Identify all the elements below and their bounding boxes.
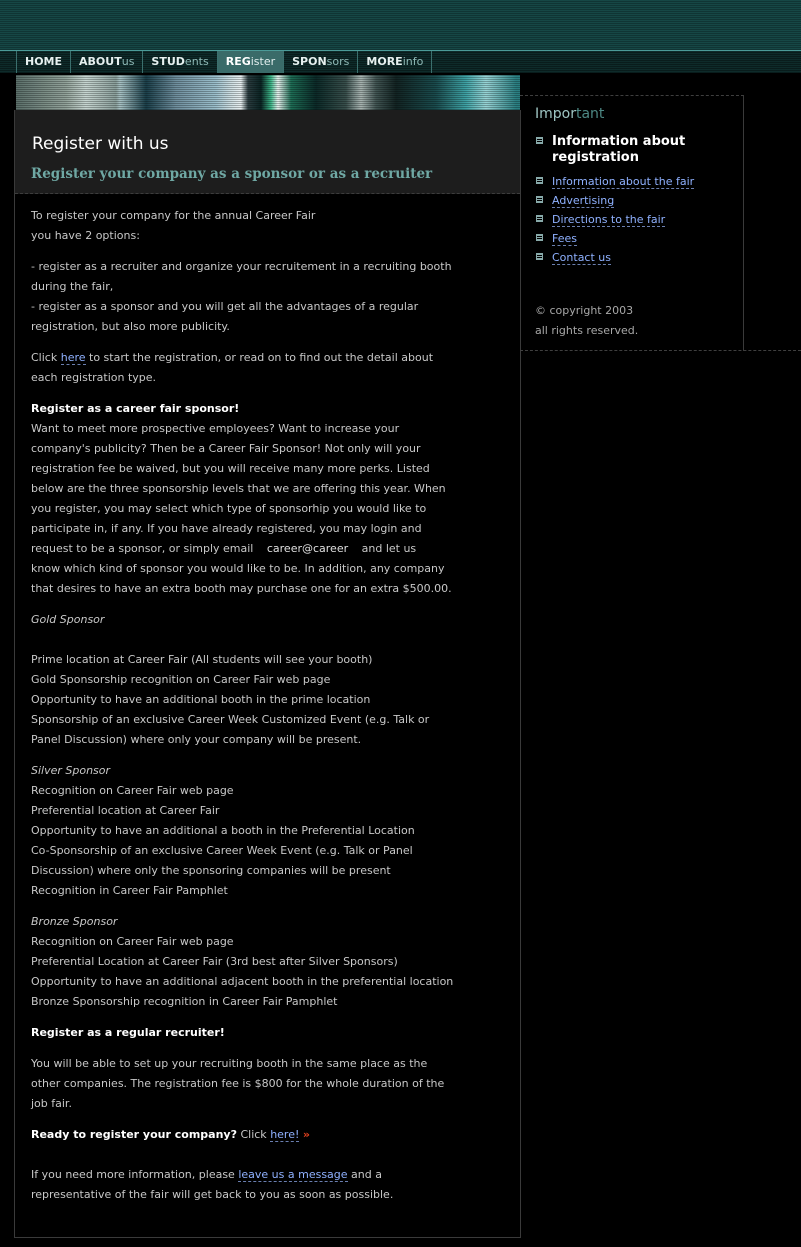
advertising-link[interactable]: Advertising <box>552 194 615 207</box>
register-here-link[interactable]: here! <box>270 1128 300 1141</box>
bronze-sponsor-title: Bronze Sponsor <box>31 915 118 928</box>
ready-paragraph: Ready to register your company? Click here! » <box>31 1128 310 1141</box>
options-paragraph: - register as a recruiter and organize your recruitement in a recruiting booth during the fair, - register as a sponsor and you will get all the advantages of a regular registration, but also more publicity. <box>31 260 452 333</box>
gold-sponsor-section <box>31 610 504 750</box>
recruiter-heading-paragraph <box>31 1023 504 1043</box>
list-item: Discussion) where only the sponsoring companies will be present <box>31 864 391 877</box>
nav-register[interactable]: REGister <box>218 51 284 73</box>
fair-info-link[interactable]: Information about the fair <box>552 175 695 188</box>
more-info-paragraph: If you need more information, please leave us a message and a representative of the fair will get back to you as soon as possible. <box>31 1168 394 1201</box>
sidebar-item-contact <box>535 248 735 267</box>
leave-message-link[interactable]: leave us a message <box>238 1168 348 1181</box>
list-item: Recognition on Career Fair web page <box>31 784 234 797</box>
here-link[interactable]: here <box>60 351 86 364</box>
sidebar-divider <box>520 350 801 351</box>
square-bullet-icon <box>536 196 543 203</box>
list-item: Bronze Sponsorship recognition in Career Fair Pamphlet <box>31 995 338 1008</box>
sidebar-item-advertising <box>535 191 735 210</box>
nav-students[interactable]: STUDents <box>143 51 217 73</box>
double-arrow-icon: » <box>302 1128 310 1141</box>
list-item: Panel Discussion) where only your company will be present. <box>31 733 362 746</box>
list-item: Recognition in Career Fair Pamphlet <box>31 884 228 897</box>
header-photo-strip <box>16 75 520 110</box>
career-email[interactable]: career@career <box>266 542 349 555</box>
list-item: Preferential location at Career Fair <box>31 804 220 817</box>
silver-sponsor-title: Silver Sponsor <box>31 764 111 777</box>
recruiter-heading: Register as a regular recruiter! <box>31 1026 225 1039</box>
list-item: Opportunity to have an additional adjacent booth in the preferential location <box>31 975 454 988</box>
square-bullet-icon <box>536 215 543 222</box>
recruiter-paragraph: You will be able to set up your recruiting booth in the same place as the other companies. The registration fee is $800 for the whole duration of the job fair. <box>31 1057 445 1110</box>
square-bullet-icon <box>536 253 543 260</box>
nav-about-us[interactable]: ABOUTus <box>71 51 143 73</box>
directions-link[interactable]: Directions to the fair <box>552 213 666 226</box>
square-bullet-icon <box>536 137 543 144</box>
sidebar-heading: Important <box>535 106 605 122</box>
sponsor-section: Register as a career fair sponsor! Want to meet more prospective employees? Want to increase your company's publicity? Then be a Career Fair Sponsor! Not only will your registration fee be waived, but you will receive many more perks. Listed below are the three sponsorship levels that we are offering this year. When you register, you may select which type of sponsorhip you would like to participate in, if any. If you have already registered, you may login and request to be a sponsor, or simply email career@career and let us know which kind of sponsor you would like to be. In addition, any company that desires to have an extra booth may purchase one for an extra $500.00. <box>31 402 452 595</box>
contact-link[interactable]: Contact us <box>552 251 611 264</box>
nav-home[interactable]: HOME <box>17 51 71 73</box>
list-item: Recognition on Career Fair web page <box>31 935 234 948</box>
main-content-panel <box>14 110 521 1238</box>
sidebar-content <box>535 106 735 341</box>
page-title: Register with us <box>32 134 169 154</box>
sidebar-links <box>535 134 735 267</box>
gold-sponsor-title: Gold Sponsor <box>31 613 105 626</box>
sidebar-item-fees <box>535 229 735 248</box>
intro-paragraph: To register your company for the annual Career Fair you have 2 options: <box>31 209 316 242</box>
article-body <box>15 194 520 1205</box>
list-item: Gold Sponsorship recognition on Career Fair web page <box>31 673 331 686</box>
silver-sponsor-section <box>31 761 504 901</box>
list-item: Prime location at Career Fair (All students will see your booth) <box>31 653 373 666</box>
page-subtitle: Register your company as a sponsor or as a recruiter <box>31 166 433 182</box>
list-item: Opportunity to have an additional booth in the prime location <box>31 693 371 706</box>
title-area <box>15 110 520 194</box>
sidebar-item-current: Information about registration <box>535 134 735 166</box>
copyright: © copyright 2003 all rights reserved. <box>535 304 639 337</box>
click-here-paragraph: Click here to start the registration, or read on to find out the detail about each registration type. <box>31 351 434 384</box>
square-bullet-icon <box>536 234 543 241</box>
list-item: Co-Sponsorship of an exclusive Career Week Event (e.g. Talk or Panel <box>31 844 413 857</box>
main-nav <box>16 51 432 73</box>
bronze-sponsor-section <box>31 912 504 1012</box>
header-banner <box>0 0 801 51</box>
list-item: Sponsorship of an exclusive Career Week Customized Event (e.g. Talk or <box>31 713 430 726</box>
sidebar-item-directions <box>535 210 735 229</box>
fees-link[interactable]: Fees <box>552 232 577 245</box>
nav-more-info[interactable]: MOREinfo <box>358 51 432 73</box>
list-item: Opportunity to have an additional a booth in the Preferential Location <box>31 824 415 837</box>
sponsor-heading: Register as a career fair sponsor! <box>31 402 240 415</box>
sidebar-item-fair-info <box>535 172 735 191</box>
square-bullet-icon <box>536 177 543 184</box>
sidebar <box>520 95 744 351</box>
nav-sponsors[interactable]: SPONsors <box>284 51 358 73</box>
list-item: Preferential Location at Career Fair (3rd best after Silver Sponsors) <box>31 955 398 968</box>
